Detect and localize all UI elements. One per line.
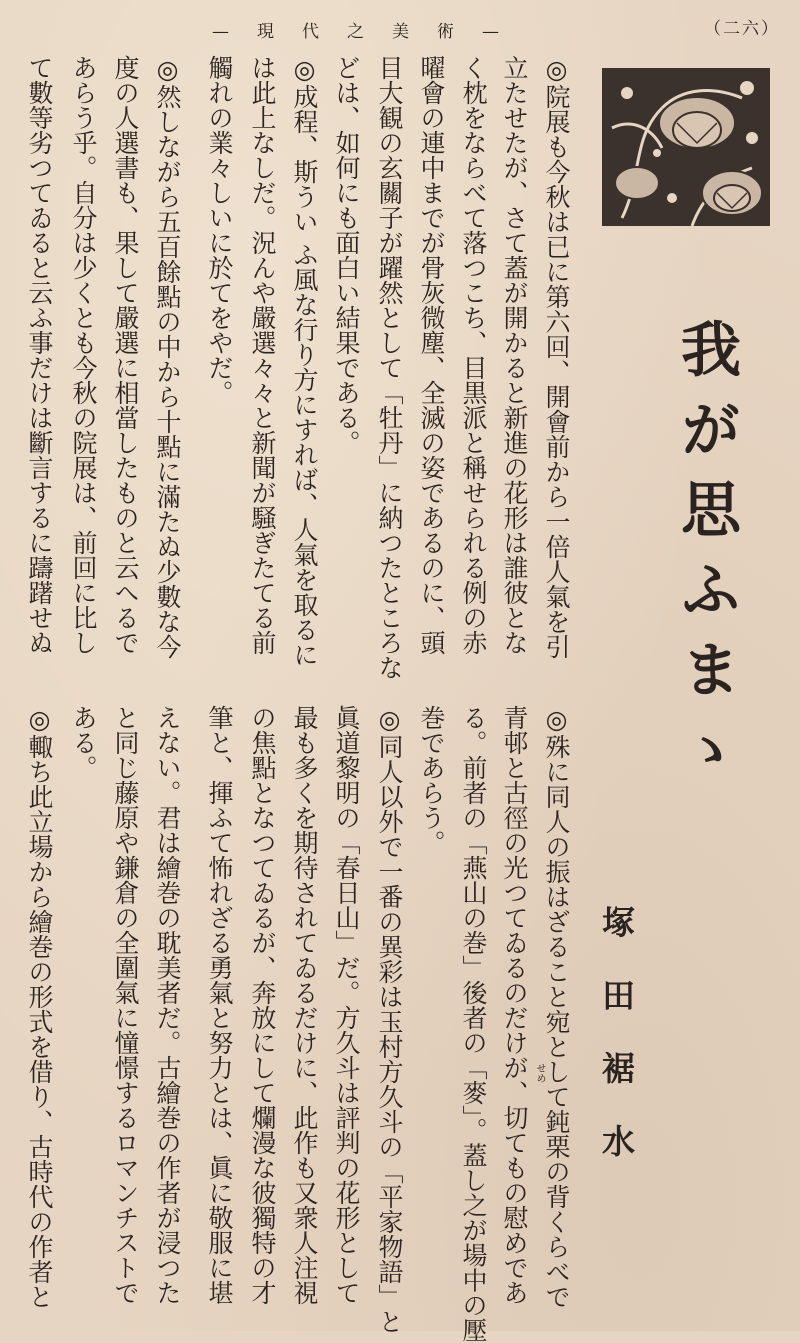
text-column: ◎然しながら五百餘點の中から十點に滿たぬ少數な今	[153, 55, 182, 659]
text-column: 觸れの業々しいに於てをやだ。	[205, 55, 234, 405]
text-column: ◎成程、斯うい ふ風な行り方にすれば、人氣を取るに	[290, 55, 319, 667]
text-column: どは、如何にも面白い結果である。	[332, 55, 361, 455]
text-column: 立たせたが、さて蓋が開かると新進の花形は誰彼とな	[500, 55, 529, 655]
text-column: 眞道黎明の「春日山」だ。方久斗は評判の花形として	[332, 705, 361, 1305]
article-title: 我が思ふまゝ	[671, 318, 741, 798]
text-column: 目大観の玄關子が躍然として「牡丹」に納つたところな	[375, 55, 404, 680]
text-column: 筆と、揮ふて怖れざる勇氣と努力とは、眞に敬服に堪	[205, 705, 234, 1305]
text-column: て數等劣つてゐると云ふ事だけは斷言するに躊躇せぬ	[25, 55, 54, 655]
text-column: ◎院展も今秋は已に第六回、開會前から一倍人氣を引	[542, 55, 571, 659]
text-column: ◎同人以外で一番の異彩は玉村方久斗の「平家物語」と	[375, 705, 404, 1334]
text-column: 最も多くを期待されてゐるだけに、此作も又衆人注視	[290, 705, 319, 1305]
text-column: は此上なしだ。況んや嚴選々々と新聞が騒ぎたてる前	[248, 55, 277, 655]
text-column: と同じ藤原や鎌倉の全圍氣に憧憬するロマンチストで	[111, 705, 140, 1305]
text-column: あらう乎。自分は少くとも今秋の院展は、前回に比し	[69, 55, 98, 655]
text-column: ◎殊に同人の振はざること宛として鈍栗の背くらべで	[542, 705, 571, 1309]
text-column: えない。君は繪巻の耽美者だ。古繪巻の作者が浸つた	[153, 705, 182, 1305]
floral-ornament-svg	[602, 68, 770, 226]
text-column: の焦點となつてゐるが、奔放にして爛漫な彼獨特の才	[248, 705, 277, 1305]
text-column: ある。	[69, 705, 98, 780]
page-number: （二六）	[704, 19, 780, 39]
text-column: ◎輙ち此立場から繪巻の形式を借り、古時代の作者と	[25, 705, 54, 1309]
text-column: く枕をならべて落つこち、目黒派と稱せられる例の赤	[459, 55, 488, 655]
furigana: せめ	[534, 1063, 545, 1083]
author-name: 塚田裾水	[597, 905, 636, 1197]
text-column: る。前者の「燕山の巻」後者の「麥」。蓋し之が場中の壓	[459, 705, 488, 1343]
text-column: 曜會の連中までが骨灰微塵、全滅の姿であるのに、頭	[417, 55, 446, 655]
running-head: —現代之美術—	[212, 22, 527, 42]
floral-woodcut-icon	[602, 68, 770, 226]
text-column: 度の人選書も、果して嚴選に相當したものと云へるで	[111, 55, 140, 655]
text-column: 青邨と古徑の光つてゐるのだけが、切てもの慰めであ	[500, 705, 529, 1305]
text-column: 巻であらう。	[417, 705, 446, 855]
